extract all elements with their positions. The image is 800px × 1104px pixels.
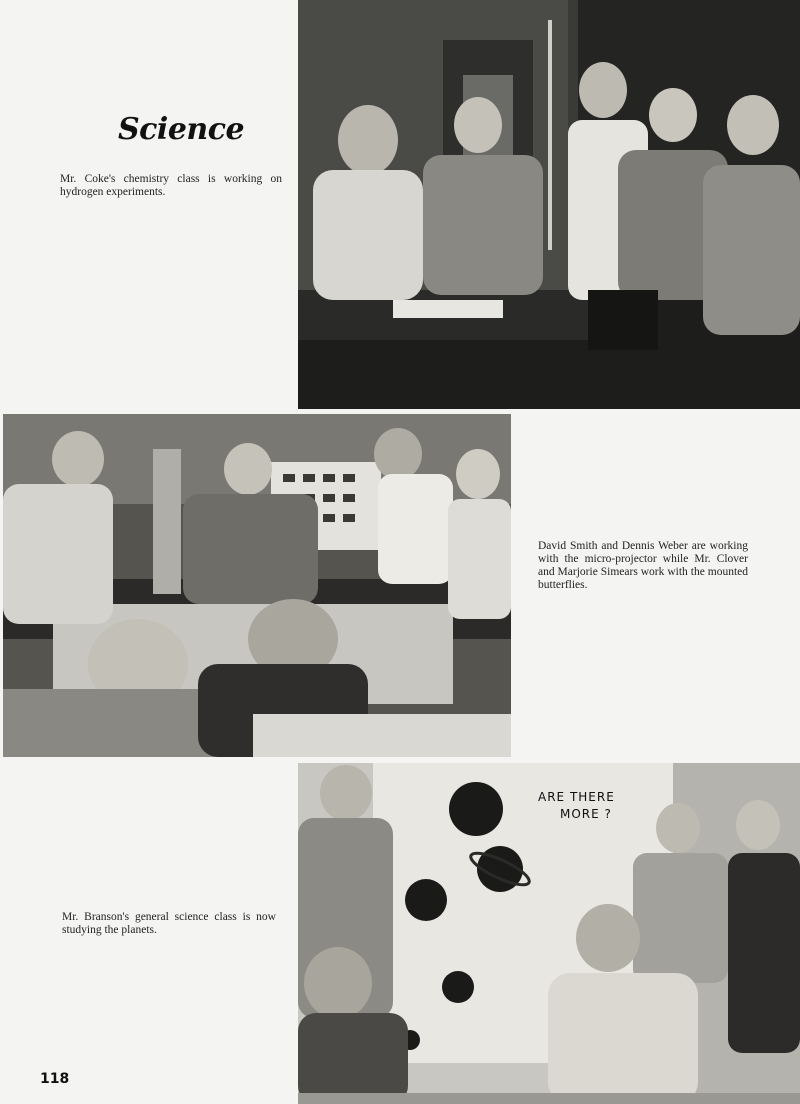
caption-planets: Mr. Branson's general science class is now studying the planets. [62,911,276,936]
photo-chemistry-class [298,0,800,409]
caption-micro-projector: David Smith and Dennis Weber are working with the micro-projector while Mr. Clover and Marjorie Simears work with the mounted butterflies. [538,540,748,591]
poster-text-line1: ARE THERE [538,790,615,804]
photo-planets-class [298,763,800,1104]
page-title: Science [118,112,245,147]
caption-chemistry-class: Mr. Coke's chemistry class is working on hydrogen experiments. [60,173,282,198]
poster-text-line2: MORE ? [560,807,612,821]
page-number: 118 [40,1071,70,1087]
photo-micro-projector [3,414,511,757]
